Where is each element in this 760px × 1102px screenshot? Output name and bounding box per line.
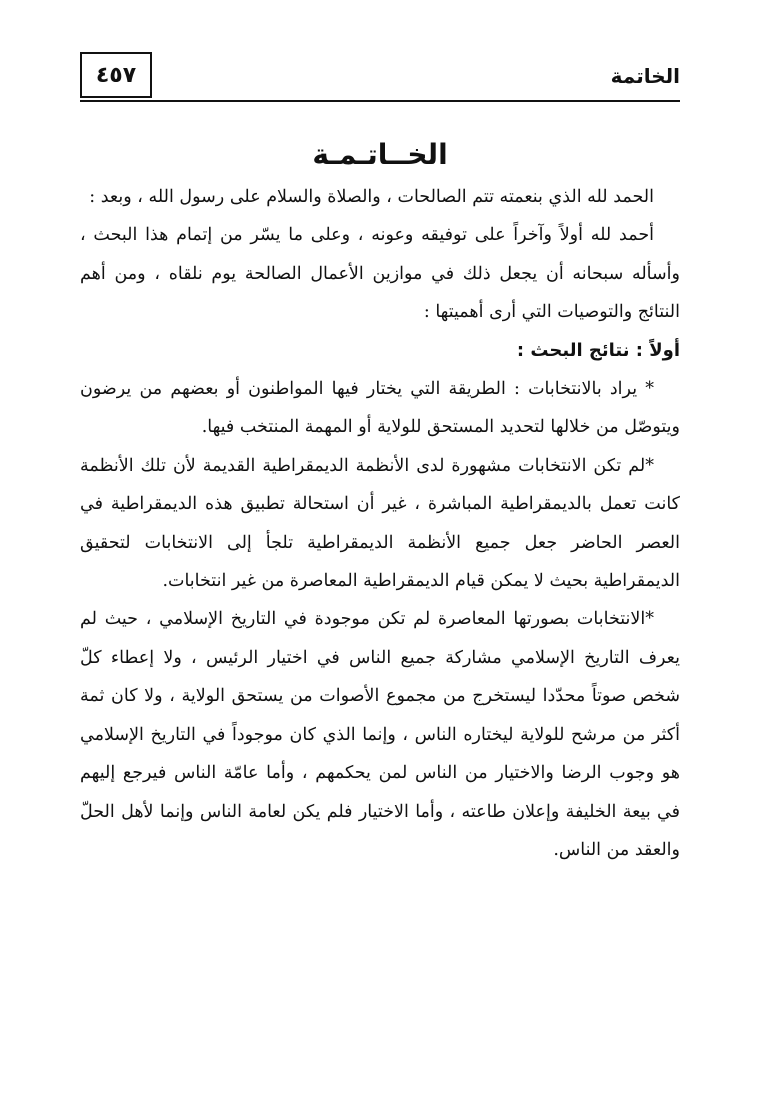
running-header [80, 52, 680, 102]
paragraph-intro: أحمد لله أولاً وآخراً على توفيقه وعونه ، وعلى ما يسّر من إتمام هذا البحث ، وأسأله سبحانه أن يجعل ذلك في موازين الأعمال الصالحة يوم نلقاه ، ومن أهم النتائج والتوصيات التي أرى أهميتها : [80, 225, 680, 323]
body-text [80, 178, 680, 869]
page-number: ٤٥٧ [80, 52, 152, 98]
paragraph-opening: الحمد لله الذي بنعمته تتم الصالحات ، والصلاة والسلام على رسول الله ، وبعد : [89, 187, 654, 207]
paragraph-elections-definition: * يراد بالانتخابات : الطريقة التي يختار فيها المواطنون أو بعضهم من يرضون ويتوصّل من خلالها لتحديد المستحق للولاية أو المهمة المنتخب فيها. [80, 379, 680, 438]
section-heading-results: أولاً : نتائج البحث : [516, 339, 680, 361]
running-title: الخاتمة [610, 64, 680, 88]
chapter-title: الخــاتـمـة [312, 138, 448, 171]
header-rule [80, 100, 680, 102]
paragraph-islamic-history: *الانتخابات بصورتها المعاصرة لم تكن موجودة في التاريخ الإسلامي ، حيث لم يعرف التاريخ الإسلامي مشاركة جميع الناس في اختيار الرئيس ، ولا إعطاء كلّ شخص صوتاً محدّدا ليستخرج من مجموع الأصوات من يستحق الولاية ، ولا كان ثمة أكثر من مرشح للولاية ليختاره الناس ، وإنما الذي كان موجوداً في التاريخ الإسلامي هو وجوب الرضا والاختيار من الناس لمن يحكمهم ، وأما عامّة الناس فيرجع إليهم في بيعة الخليفة وإعلان طاعته ، وأما الاختيار فلم يكن لعامة الناس وإنما لأهل الحلّ والعقد من الناس. [80, 609, 680, 860]
paragraph-ancient-democracy: *لم تكن الانتخابات مشهورة لدى الأنظمة الديمقراطية القديمة لأن تلك الأنظمة كانت تعمل بالديمقراطية المباشرة ، غير أن استحالة تطبيق هذه الديمقراطية في العصر الحاضر جعل جميع الأنظمة الديمقراطية تلجأ إلى الانتخابات لتحقيق الديمقراطية بحيث لا يمكن قيام الديمقراطية المعاصرة من غير انتخابات. [80, 455, 680, 592]
